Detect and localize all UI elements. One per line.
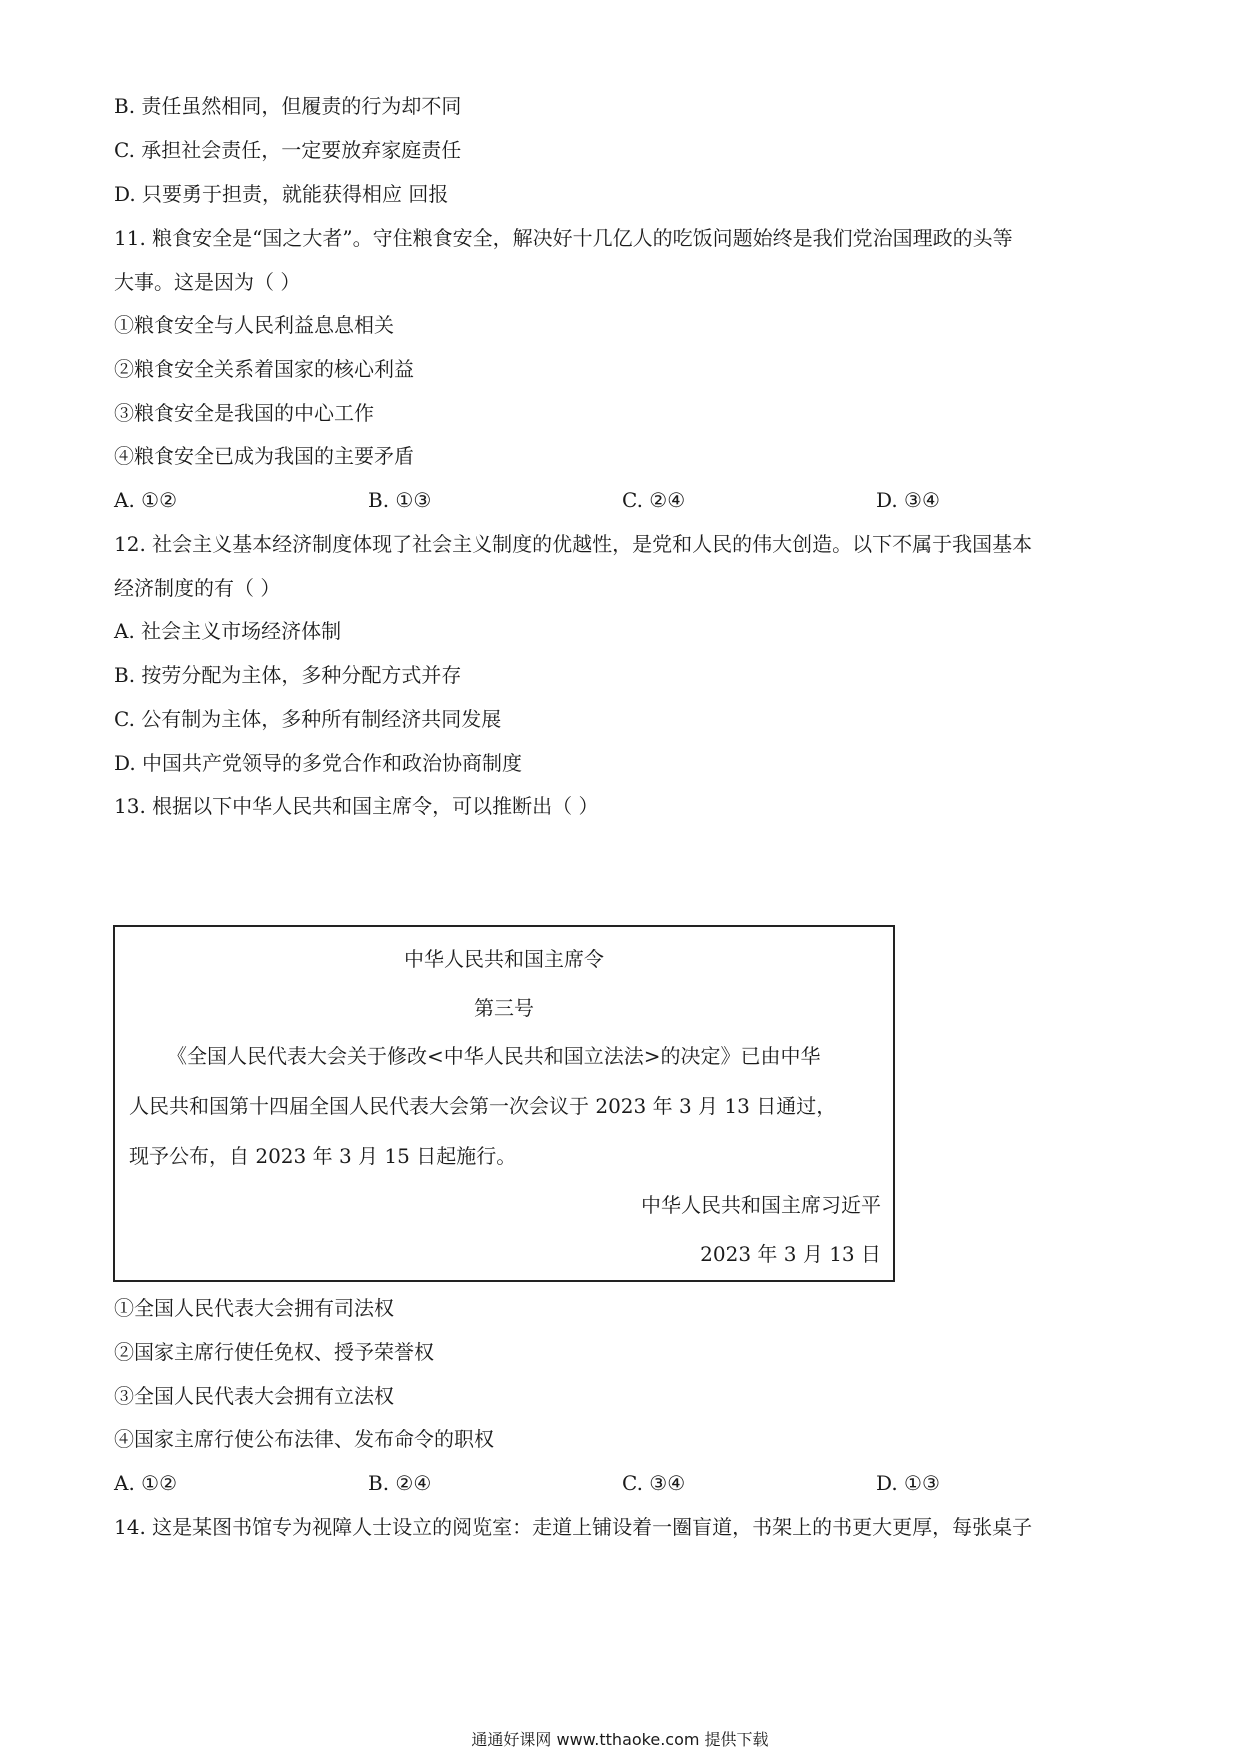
decree-date: 2023 年 3 月 13 日 bbox=[700, 1242, 881, 1266]
q13-choice-d: D. ①③ bbox=[876, 1471, 940, 1495]
q12-stem-line1: 12. 社会主义基本经济制度体现了社会主义制度的优越性，是党和人民的伟大创造。以下不属于我国基本 bbox=[114, 532, 1033, 556]
q11-choice-d: D. ③④ bbox=[876, 488, 940, 512]
q13-item-4: ④国家主席行使公布法律、发布命令的职权 bbox=[114, 1427, 494, 1451]
q11-item-1: ①粮食安全与人民利益息息相关 bbox=[114, 313, 394, 337]
decree-body-line1: 《全国人民代表大会关于修改<中华人民共和国立法法>的决定》已由中华 bbox=[167, 1044, 821, 1068]
q12-option-a: A. 社会主义市场经济体制 bbox=[114, 619, 342, 643]
q11-choice-b: B. ①③ bbox=[368, 488, 432, 512]
q11-stem-line1: 11. 粮食安全是“国之大者”。守住粮食安全，解决好十几亿人的吃饭问题始终是我们党治国理政的头等 bbox=[114, 226, 1013, 250]
q11-item-4: ④粮食安全已成为我国的主要矛盾 bbox=[114, 444, 414, 468]
decree-body-line3: 现予公布，自 2023 年 3 月 15 日起施行。 bbox=[129, 1144, 517, 1168]
q13-item-1: ①全国人民代表大会拥有司法权 bbox=[114, 1296, 394, 1320]
q13-choice-c: C. ③④ bbox=[622, 1471, 686, 1495]
q11-stem-line2: 大事。这是因为（ ） bbox=[114, 270, 301, 294]
decree-title: 中华人民共和国主席令 bbox=[404, 947, 604, 971]
q12-option-b: B. 按劳分配为主体，多种分配方式并存 bbox=[114, 663, 462, 687]
q12-option-d: D. 中国共产党领导的多党合作和政治协商制度 bbox=[114, 751, 523, 775]
q13-stem: 13. 根据以下中华人民共和国主席令，可以推断出（ ） bbox=[114, 794, 599, 818]
q11-choice-c: C. ②④ bbox=[622, 488, 686, 512]
page-footer: 通通好课网 www.tthaoke.com 提供下载 bbox=[471, 1730, 769, 1749]
q12-option-c: C. 公有制为主体，多种所有制经济共同发展 bbox=[114, 707, 502, 731]
decree-signature: 中华人民共和国主席习近平 bbox=[641, 1193, 881, 1217]
q12-stem-line2: 经济制度的有（ ） bbox=[114, 576, 281, 600]
q11-choice-a: A. ①② bbox=[114, 488, 178, 512]
decree-body-line2: 人民共和国第十四届全国人民代表大会第一次会议于 2023 年 3 月 13 日通过， bbox=[129, 1094, 837, 1118]
q13-choice-b: B. ②④ bbox=[368, 1471, 432, 1495]
q11-item-2: ②粮食安全关系着国家的核心利益 bbox=[114, 357, 414, 381]
q10-option-c: C. 承担社会责任，一定要放弃家庭责任 bbox=[114, 138, 462, 162]
q14-stem-line1: 14. 这是某图书馆专为视障人士设立的阅览室：走道上铺设着一圈盲道，书架上的书更大更厚，每张桌子 bbox=[114, 1515, 1033, 1539]
q13-item-3: ③全国人民代表大会拥有立法权 bbox=[114, 1384, 394, 1408]
decree-box bbox=[113, 925, 895, 1282]
q10-option-d: D. 只要勇于担责，就能获得相应 回报 bbox=[114, 182, 449, 206]
q11-item-3: ③粮食安全是我国的中心工作 bbox=[114, 401, 374, 425]
q10-option-b: B. 责任虽然相同，但履责的行为却不同 bbox=[114, 94, 462, 118]
q13-choice-a: A. ①② bbox=[114, 1471, 178, 1495]
decree-number: 第三号 bbox=[474, 996, 534, 1020]
q13-item-2: ②国家主席行使任免权、授予荣誉权 bbox=[114, 1340, 434, 1364]
